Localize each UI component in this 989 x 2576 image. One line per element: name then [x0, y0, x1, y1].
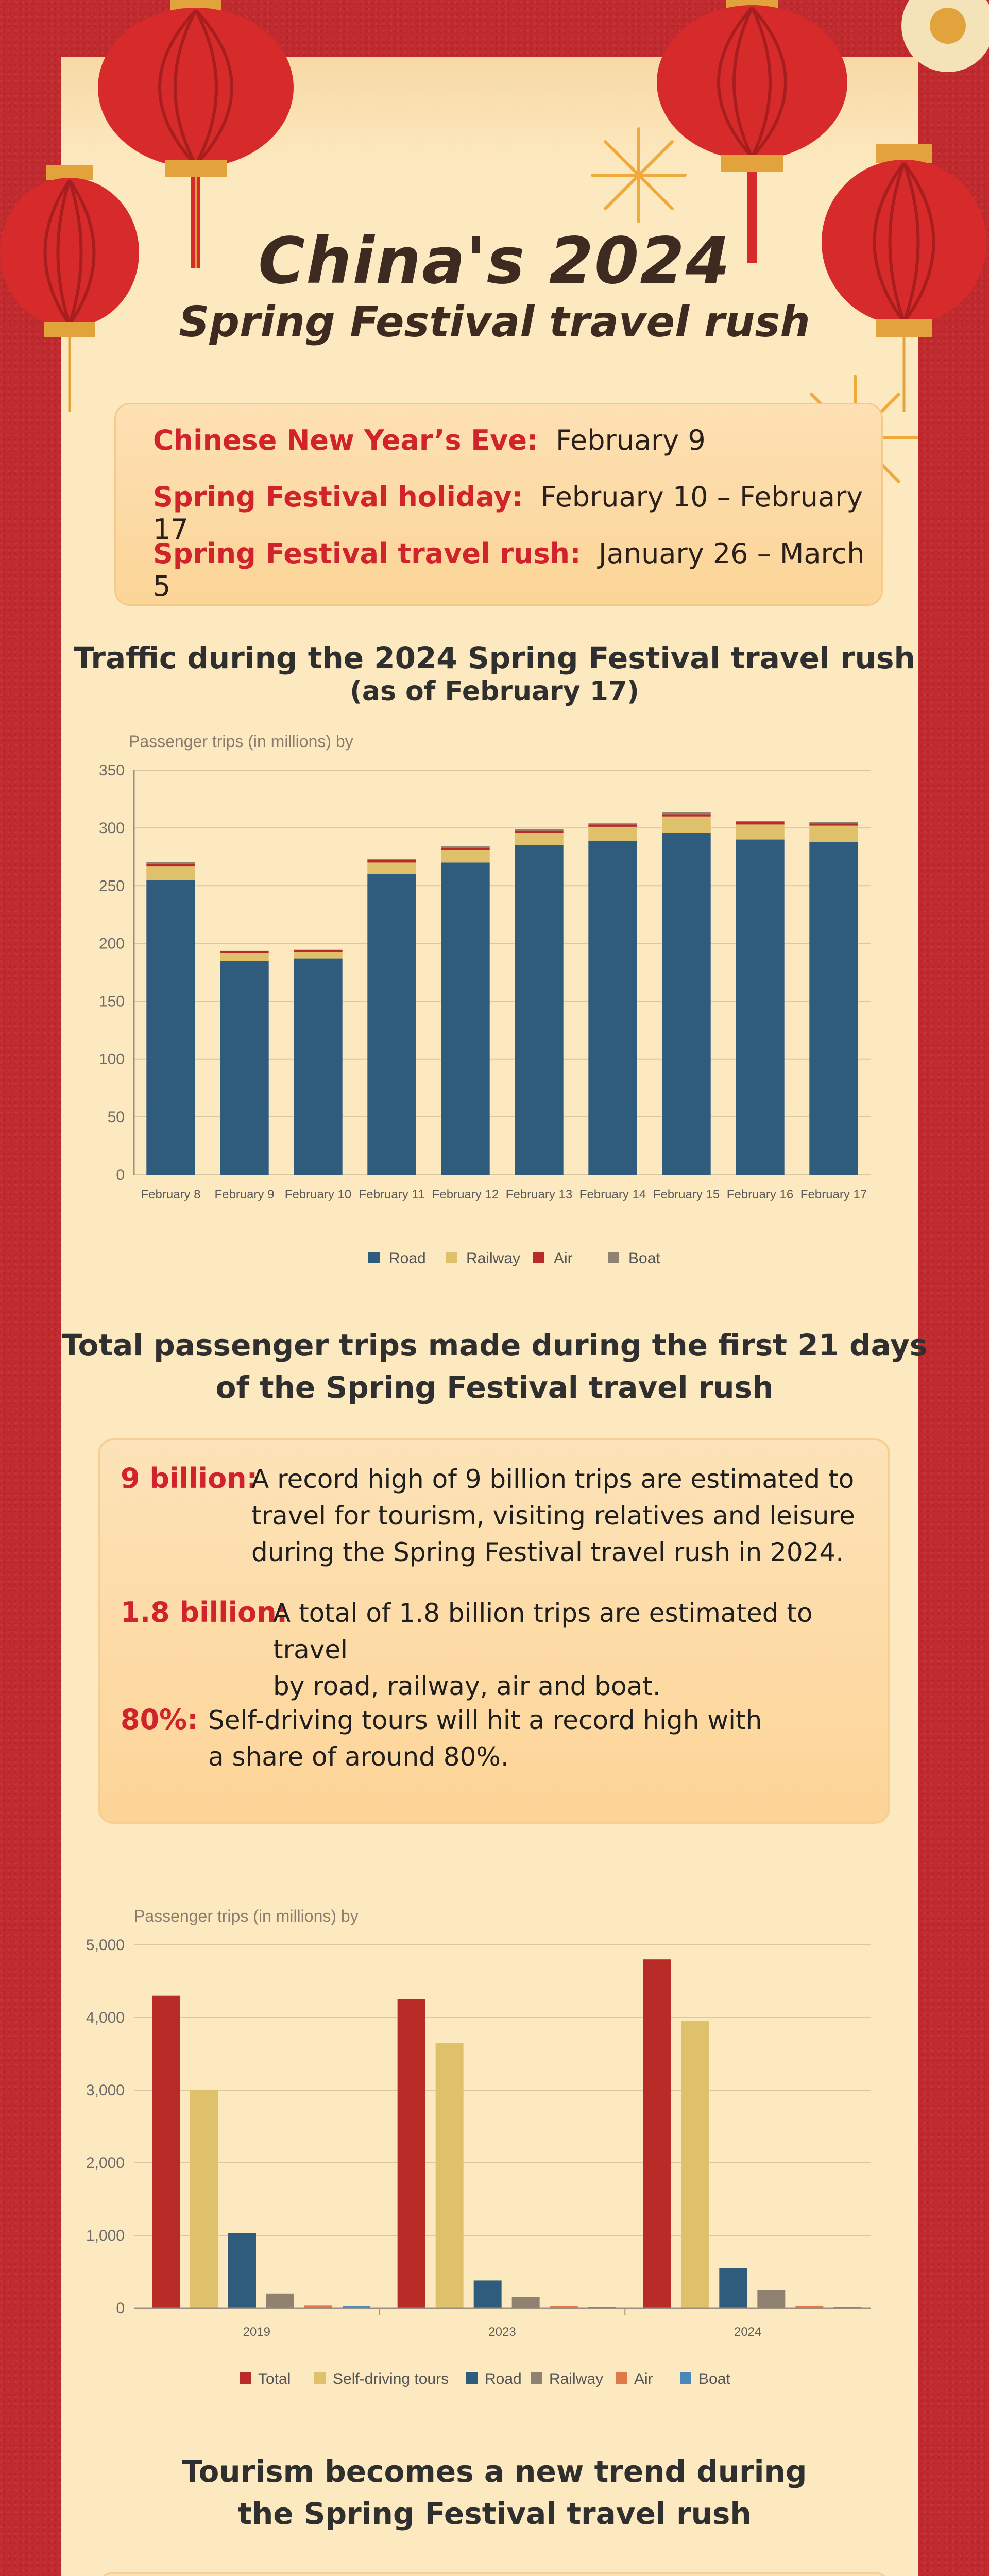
date-row-travel-rush: Spring Festival travel rush: January 26 – March 5 [153, 537, 865, 602]
bar-air [588, 824, 637, 826]
bar-road [228, 2233, 256, 2308]
y-tick-label: 5,000 [86, 1937, 125, 1954]
bar-road [367, 874, 416, 1175]
bar-boat [367, 859, 416, 860]
legend-label: Total [258, 2370, 291, 2387]
x-tick-label: 2023 [488, 2325, 516, 2339]
legend-label: Air [634, 2370, 653, 2387]
stat-label: 1.8 billion: [121, 1596, 288, 1629]
y-tick-label: 3,000 [86, 2082, 125, 2099]
x-tick-label: February 15 [653, 1188, 720, 1201]
y-tick-label: 350 [98, 762, 125, 779]
bar-self-driving-tours [681, 2021, 709, 2308]
legend-swatch [240, 2372, 251, 2384]
stat-text: A record high of 9 billion trips are estimated to travel for tourism, visiting relatives and leisure during the Spring Festival travel rush in 2024. [251, 1464, 855, 1567]
y-tick-label: 2,000 [86, 2155, 125, 2172]
tourism-info-box [98, 2572, 890, 2576]
bar-boat [588, 823, 637, 824]
x-tick-label: February 12 [432, 1188, 499, 1201]
key-dates-box [114, 403, 883, 606]
firework-icon [587, 124, 690, 227]
bar-boat [736, 821, 784, 822]
bar-air [736, 822, 784, 824]
bar-railway [220, 953, 268, 961]
bar-road [662, 833, 710, 1175]
bar-boat [441, 846, 489, 848]
stat-label: 9 billion: [121, 1462, 258, 1495]
bar-air [146, 864, 195, 866]
bar-total [643, 1959, 671, 2308]
bar-boat [146, 862, 195, 863]
tourism-title-line1: Tourism becomes a new trend during [182, 2454, 807, 2489]
bar-air [294, 950, 342, 952]
y-tick-label: 150 [98, 993, 125, 1010]
tourism-title-line2: the Spring Festival travel rush [237, 2496, 752, 2531]
legend-label: Self-driving tours [333, 2370, 449, 2387]
date-row-new-years-eve: Chinese New Year’s Eve: February 9 [153, 424, 706, 456]
totals-title-line1: Total passenger trips made during the first 21 days [61, 1328, 928, 1363]
bar-boat [809, 822, 858, 823]
traffic-section-subtitle: (as of February 17) [350, 676, 639, 707]
legend-label: Railway [549, 2370, 604, 2387]
y-tick-label: 200 [98, 935, 125, 953]
stat-text: A total of 1.8 billion trips are estimated to travel by road, railway, air and boat. [273, 1598, 813, 1701]
bar-railway [757, 2290, 785, 2308]
legend-label: Road [389, 1250, 426, 1267]
legend-label: Boat [698, 2370, 730, 2387]
legend-label: Railway [466, 1250, 521, 1267]
y-tick-label: 300 [98, 820, 125, 837]
bar-boat [515, 829, 563, 830]
totals-title-line2: of the Spring Festival travel rush [215, 1370, 774, 1405]
bar-self-driving-tours [436, 2043, 464, 2308]
bar-road [441, 862, 489, 1175]
date-row-holiday: Spring Festival holiday: February 10 – February 17 [153, 481, 863, 546]
bar-road [220, 961, 268, 1175]
totals-info-box [98, 1438, 890, 1824]
bar-railway [441, 850, 489, 863]
legend-swatch [466, 2372, 478, 2384]
page-subtitle: Spring Festival travel rush [179, 298, 810, 347]
bar-air [809, 823, 858, 825]
y-tick-label: 100 [98, 1050, 125, 1068]
bar-railway [512, 2297, 540, 2308]
x-tick-label: February 8 [141, 1188, 201, 1201]
y-tick-label: 4,000 [86, 2009, 125, 2026]
legend-swatch [314, 2372, 326, 2384]
bar-railway [736, 824, 784, 839]
bar-railway [367, 862, 416, 874]
bar-road [294, 959, 342, 1175]
y-tick-label: 250 [98, 877, 125, 895]
bar-road [474, 2280, 502, 2308]
x-tick-label: February 17 [800, 1188, 867, 1201]
y-tick-label: 50 [107, 1108, 125, 1126]
legend-swatch [608, 1252, 619, 1263]
x-tick-label: February 14 [579, 1188, 646, 1201]
bar-road [515, 845, 563, 1175]
legend-swatch [531, 2372, 542, 2384]
bar-railway [515, 833, 563, 845]
legend-swatch [533, 1252, 544, 1263]
stat-label: 80%: [121, 1703, 198, 1736]
page-title: China's 2024 [258, 224, 731, 298]
legend-swatch [680, 2372, 691, 2384]
tourism-section-title [0, 2450, 989, 2535]
legend-swatch [446, 1252, 457, 1263]
bar-road [719, 2268, 747, 2308]
x-tick-label: 2024 [734, 2325, 762, 2339]
bar-road [146, 880, 195, 1175]
yearly-grouped-bar-chart [77, 1896, 901, 2406]
legend-swatch [616, 2372, 627, 2384]
x-tick-label: February 16 [726, 1188, 794, 1201]
bar-road [588, 841, 637, 1175]
bar-air [515, 831, 563, 833]
legend-label: Road [485, 2370, 522, 2387]
legend-label: Air [554, 1250, 573, 1267]
totals-section-title [0, 1324, 989, 1409]
bar-railway [588, 827, 637, 841]
bar-railway [809, 826, 858, 842]
legend-label: Boat [628, 1250, 660, 1267]
bar-total [398, 1999, 425, 2308]
x-tick-label: February 10 [284, 1188, 352, 1201]
x-tick-label: February 13 [505, 1188, 573, 1201]
bar-railway [294, 952, 342, 958]
traffic-stacked-bar-chart [77, 721, 901, 1288]
y-axis-title: Passenger trips (in millions) by [129, 732, 353, 751]
bar-total [152, 1996, 180, 2308]
bar-railway [662, 817, 710, 833]
y-tick-label: 0 [116, 1166, 125, 1183]
y-tick-label: 1,000 [86, 2227, 125, 2244]
bar-boat [662, 812, 710, 814]
bar-road [809, 842, 858, 1175]
bar-air [220, 951, 268, 953]
x-tick-label: February 9 [214, 1188, 275, 1201]
traffic-section-title: Traffic during the 2024 Spring Festival travel rush [74, 640, 915, 675]
bar-road [736, 840, 784, 1175]
x-tick-label: 2019 [243, 2325, 271, 2339]
bar-air [662, 814, 710, 816]
stat-text: Self-driving tours will hit a record high with a share of around 80%. [208, 1705, 762, 1772]
x-tick-label: February 11 [359, 1188, 425, 1201]
y-axis-title: Passenger trips (in millions) by [134, 1907, 359, 1925]
bar-air [441, 848, 489, 850]
bar-railway [266, 2294, 294, 2308]
bar-railway [146, 866, 195, 880]
y-tick-label: 0 [116, 2300, 125, 2317]
legend-swatch [368, 1252, 380, 1263]
bar-air [367, 860, 416, 862]
bar-self-driving-tours [190, 2090, 218, 2308]
flower-icon [886, 0, 989, 77]
